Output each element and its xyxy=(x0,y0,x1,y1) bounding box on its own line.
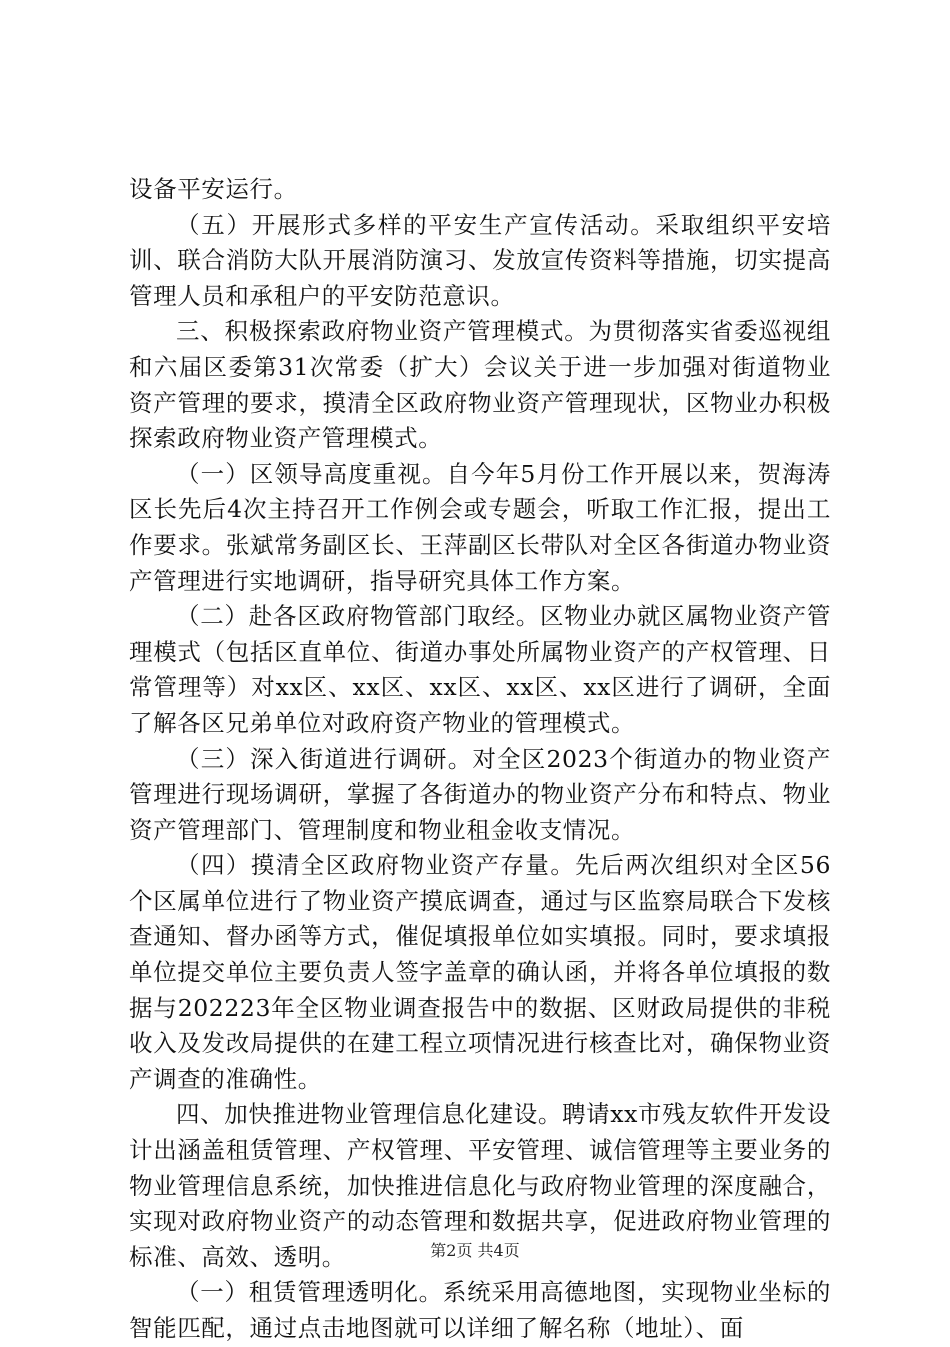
paragraph-section-four: 四、加快推进物业管理信息化建设。聘请xx市残友软件开发设计出涵盖租赁管理、产权管理、平安管理、诚信管理等主要业务的物业管理信息系统，加快推进信息化与政府物业管理的深度融合，实现对政府物业资产的动态管理和数据共享，促进政府物业管理的标准、高效、透明。 xyxy=(129,1100,831,1271)
paragraph-continuation: 设备平安运行。 xyxy=(129,175,298,203)
paragraph-district-visits: （二）赴各区政府物管部门取经。区物业办就区属物业资产管理模式（包括区直单位、街道办事处所属物业资产的产权管理、日常管理等）对xx区、xx区、xx区、xx区、xx区进行了调研，全面了解各区兄弟单位对政府资产物业的管理模式。 xyxy=(129,602,831,737)
paragraph-leadership: （一）区领导高度重视。自今年5月份工作开展以来，贺海涛区长先后4次主持召开工作例会或专题会，听取工作汇报，提出工作要求。张斌常务副区长、王萍副区长带队对全区各街道办物业资产管理进行实地调研，指导研究具体工作方案。 xyxy=(129,459,831,595)
page-number-footer: 第2页 共4页 xyxy=(430,1241,520,1260)
paragraph-section-three: 三、积极探索政府物业资产管理模式。为贯彻落实省委巡视组和六届区委第31次常委（扩大）会议关于进一步加强对街道物业资产管理的要求，摸清全区政府物业资产管理现状，区物业办积极探索政府物业资产管理模式。 xyxy=(129,317,831,453)
document-body xyxy=(129,172,831,1347)
paragraph-asset-inventory: （四）摸清全区政府物业资产存量。先后两次组织对全区56个区属单位进行了物业资产摸底调查，通过与区监察局联合下发核查通知、督办函等方式，催促填报单位如实填报。同时，要求填报单位提交单位主要负责人签字盖章的确认函，并将各单位填报的数据与202223年全区物业调查报告中的数据、区财政局提供的非税收入及发改局提供的在建工程立项情况进行核查比对，确保物业资产调查的准确性。 xyxy=(129,851,831,1093)
paragraph-safety-publicity: （五）开展形式多样的平安生产宣传活动。采取组织平安培训、联合消防大队开展消防演习、发放宣传资料等措施，切实提高管理人员和承租户的平安防范意识。 xyxy=(129,210,831,310)
paragraph-leasing-transparency: （一）租赁管理透明化。系统采用高德地图，实现物业坐标的智能匹配，通过点击地图就可以详细了解名称（地址）、面 xyxy=(129,1278,831,1342)
paragraph-street-research: （三）深入街道进行调研。对全区2023个街道办的物业资产管理进行现场调研，掌握了各街道办的物业资产分布和特点、物业资产管理部门、管理制度和物业租金收支情况。 xyxy=(129,744,831,844)
